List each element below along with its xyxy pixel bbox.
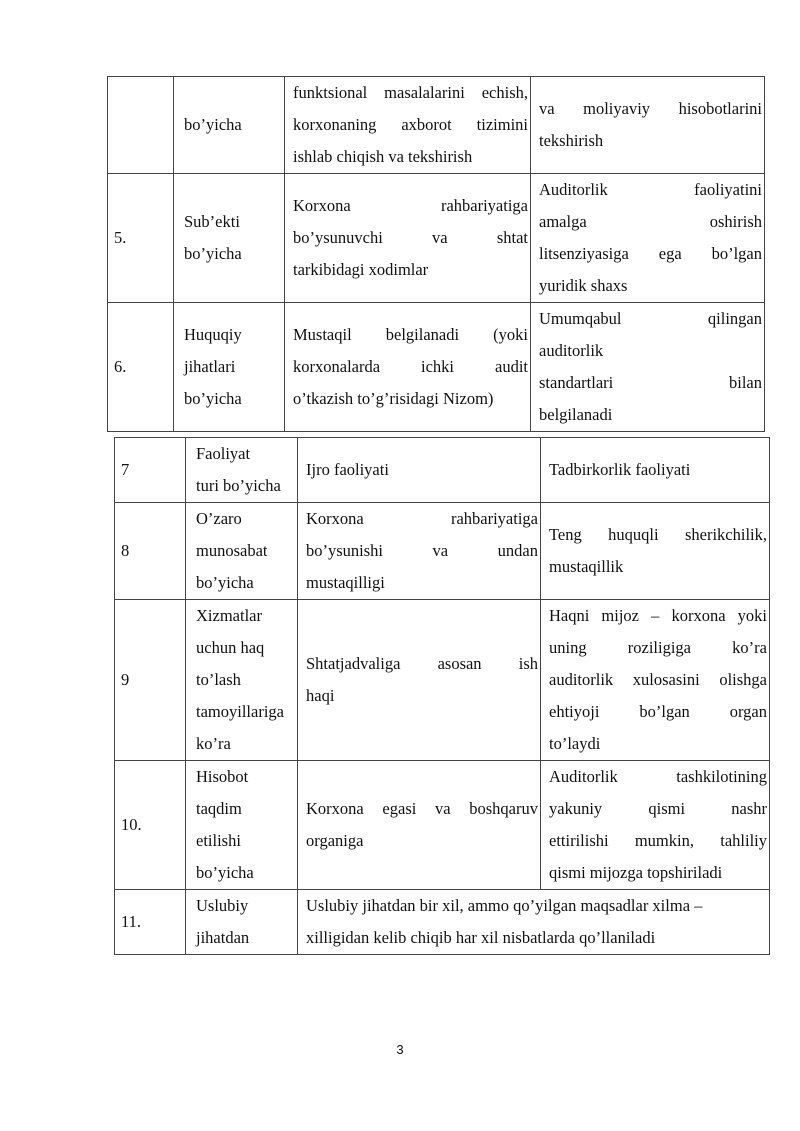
- cell-line: turi bo’yicha: [196, 476, 281, 495]
- page-number: 3: [396, 1042, 404, 1057]
- internal-audit-cell: [298, 600, 541, 761]
- criterion-cell: [186, 600, 298, 761]
- cell-line: to’laydi: [549, 734, 601, 753]
- cell-line: munosabat: [196, 541, 268, 560]
- cell-line: qismi mijozga topshiriladi: [549, 863, 723, 882]
- cell-line: to’lash: [196, 670, 241, 689]
- cell-line: tarkibidagi xodimlar: [293, 260, 429, 279]
- cell-line: bo’ysunuvchi va shtat: [293, 228, 528, 247]
- row-number: 8: [115, 503, 186, 600]
- external-audit-cell: [541, 600, 770, 761]
- cell-line: mustaqilligi: [306, 573, 385, 592]
- table-row: [115, 890, 770, 955]
- cell-line: korxonaning axborot tizimini: [293, 115, 528, 134]
- cell-line: bo’ysunishi va undan: [306, 541, 538, 560]
- internal-audit-cell: [298, 438, 541, 503]
- external-audit-cell: [531, 77, 765, 174]
- cell-line: funktsional masalalarini echish,: [293, 83, 528, 102]
- internal-audit-cell: [285, 77, 531, 174]
- cell-line: Korxona rahbariyatiga: [306, 509, 538, 528]
- cell-line: jihatlari: [184, 357, 236, 376]
- cell-line: Huquqiy: [184, 325, 242, 344]
- cell-line: Haqni mijoz – korxona yoki: [549, 606, 767, 625]
- cell-line: Hisobot: [196, 767, 249, 786]
- internal-audit-cell: [285, 303, 531, 432]
- table-row: [115, 438, 770, 503]
- cell-line: Teng huquqli sherikchilik,: [549, 525, 767, 544]
- cell-line: Ijro faoliyati: [306, 460, 389, 479]
- row-number: 10.: [115, 761, 186, 890]
- comparison-table-part-2: [114, 437, 770, 955]
- cell-line: Mustaqil belgilanadi (yoki: [293, 325, 528, 344]
- cell-line: auditorlik: [539, 341, 604, 360]
- criterion-cell: [174, 303, 285, 432]
- table-row: [108, 303, 765, 432]
- external-audit-cell: [541, 438, 770, 503]
- cell-line: bo’yicha: [184, 115, 242, 134]
- criterion-cell: [186, 438, 298, 503]
- cell-line: belgilanadi: [539, 405, 613, 424]
- cell-line: O’zaro: [196, 509, 242, 528]
- external-audit-cell: [541, 503, 770, 600]
- external-audit-cell: [531, 174, 765, 303]
- row-number: 5.: [108, 174, 174, 303]
- merged-cell: [298, 890, 770, 955]
- cell-line: yakuniy qismi nashr: [549, 799, 767, 818]
- row-number: [108, 77, 174, 174]
- external-audit-cell: [541, 761, 770, 890]
- external-audit-cell: [531, 303, 765, 432]
- cell-line: o’tkazish to’g’risidagi Nizom): [293, 389, 494, 408]
- criterion-cell: [174, 77, 285, 174]
- cell-line: bo’yicha: [196, 573, 254, 592]
- cell-line: uchun haq: [196, 638, 265, 657]
- cell-line: jihatdan: [196, 928, 250, 947]
- criterion-cell: [186, 761, 298, 890]
- comparison-table-part-1: [107, 76, 765, 432]
- cell-line: Uslubiy: [196, 896, 249, 915]
- cell-line: Auditorlik faoliyatini: [539, 180, 762, 199]
- cell-line: haqi: [306, 686, 335, 705]
- row-number: 6.: [108, 303, 174, 432]
- cell-line: bo’yicha: [196, 863, 254, 882]
- table-row: [115, 761, 770, 890]
- table-row: [115, 600, 770, 761]
- cell-line: Xizmatlar: [196, 606, 262, 625]
- cell-line: Shtatjadvaliga asosan ish: [306, 654, 538, 673]
- cell-line: Umumqabul qilingan: [539, 309, 762, 328]
- criterion-cell: [174, 174, 285, 303]
- cell-line: bo’yicha: [184, 389, 242, 408]
- cell-line: etilishi: [196, 831, 241, 850]
- cell-line: Korxona egasi va boshqaruv: [306, 799, 538, 818]
- row-number: 11.: [115, 890, 186, 955]
- cell-line: Sub’ekti: [184, 212, 240, 231]
- internal-audit-cell: [298, 761, 541, 890]
- cell-line: korxonalarda ichki audit: [293, 357, 528, 376]
- cell-line: ehtiyoji bo’lgan organ: [549, 702, 767, 721]
- row-number: 7: [115, 438, 186, 503]
- cell-line: Uslubiy jihatdan bir xil, ammo qo’yilgan maqsadlar xilma –: [306, 896, 703, 915]
- cell-line: litsenziyasiga ega bo’lgan: [539, 244, 762, 263]
- cell-line: va moliyaviy hisobotlarini: [539, 99, 762, 118]
- internal-audit-cell: [285, 174, 531, 303]
- cell-line: uning roziligiga ko’ra: [549, 638, 767, 657]
- cell-line: amalga oshirish: [539, 212, 762, 231]
- criterion-cell: [186, 890, 298, 955]
- cell-line: auditorlik xulosasini olishga: [549, 670, 767, 689]
- cell-line: mustaqillik: [549, 557, 624, 576]
- cell-line: Faoliyat: [196, 444, 251, 463]
- cell-line: bo’yicha: [184, 244, 242, 263]
- row-number: 9: [115, 600, 186, 761]
- cell-line: tamoyillariga: [196, 702, 284, 721]
- cell-line: Korxona rahbariyatiga: [293, 196, 528, 215]
- table-row: [108, 77, 765, 174]
- table-row: [108, 174, 765, 303]
- internal-audit-cell: [298, 503, 541, 600]
- cell-line: taqdim: [196, 799, 242, 818]
- cell-line: yuridik shaxs: [539, 276, 628, 295]
- cell-line: standartlari bilan: [539, 373, 762, 392]
- criterion-cell: [186, 503, 298, 600]
- cell-line: Auditorlik tashkilotining: [549, 767, 767, 786]
- cell-line: organiga: [306, 831, 364, 850]
- cell-line: ettirilishi mumkin, tahliliy: [549, 831, 767, 850]
- cell-line: Tadbirkorlik faoliyati: [549, 460, 691, 479]
- cell-line: ishlab chiqish va tekshirish: [293, 147, 473, 166]
- cell-line: tekshirish: [539, 131, 604, 150]
- table-row: [115, 503, 770, 600]
- cell-line: xilligidan kelib chiqib har xil nisbatlarda qo’llaniladi: [306, 928, 656, 947]
- cell-line: ko’ra: [196, 734, 231, 753]
